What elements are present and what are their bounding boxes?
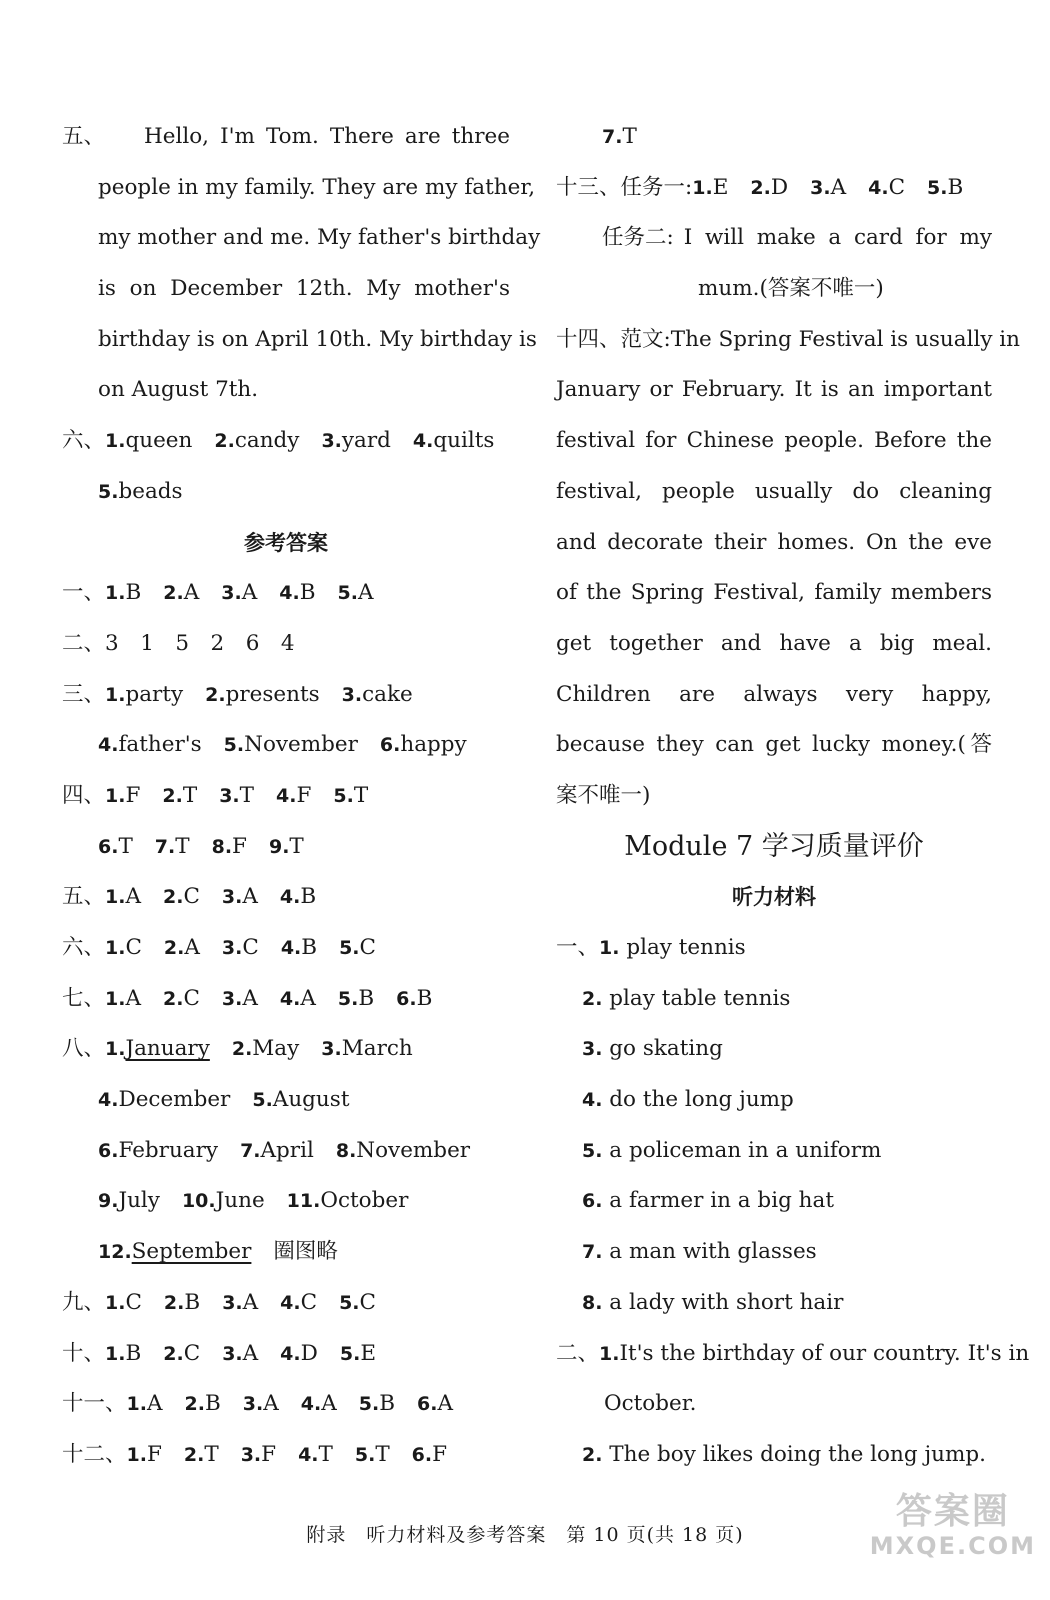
item-answer: cake [362,681,413,707]
paragraph-line [62,365,510,416]
answer-row [556,1227,992,1278]
item-number: 2. [163,987,184,1010]
item-answer: F [296,782,312,808]
item-number: 1. [105,886,126,909]
item-answer: January [125,1036,210,1062]
item-number: 5. [339,937,360,959]
answer-row [556,1024,992,1075]
answer-row [62,1430,510,1481]
item-answer: August [272,1087,350,1113]
item-answer: candy [234,428,300,454]
item-answer: go skating [609,1036,723,1062]
answer-row [62,619,510,670]
answer-row [62,1227,510,1278]
paragraph-text: festival for Chinese people. Before the [556,428,992,454]
item-number: 4. [298,1443,319,1466]
item-number: 7. [582,1241,603,1264]
item-answer: T [204,1441,219,1467]
item-answer: October. [604,1391,697,1417]
item-number: 1. [692,176,713,199]
item-answer: A [242,884,258,910]
item-answer: February [118,1137,219,1163]
item-number: 3. [321,1038,342,1061]
item-answer: C [888,174,906,200]
answer-row [556,1075,992,1126]
item-number: 3. [221,886,243,909]
item-answer: B [299,580,316,606]
answer-row [556,1329,1030,1380]
item-answer: E [360,1340,377,1366]
item-number: 6. [582,1190,603,1213]
item-number: 5. [582,1139,603,1162]
item-number: 4. [868,176,889,199]
item-answer: C [183,1340,201,1366]
question-number: 五、 [62,124,106,149]
item-number: 6. [98,835,119,858]
paragraph-line [62,315,537,366]
question-number: 六、 [62,428,106,454]
paragraph-line [556,518,992,569]
item-number: 2. [162,784,183,807]
item-number: 8. [335,1139,357,1162]
item-answer: C [183,985,200,1011]
item-answer: a lady with short hair [609,1289,844,1315]
item-answer: father's [118,732,202,758]
item-answer: T [118,833,133,859]
item-number: 1. [105,987,126,1010]
paragraph-text: of the Spring Festival, family members [556,580,992,606]
item-number: 1. [599,937,620,959]
question-number: 十、 [62,1340,106,1366]
item-number: 3. [219,784,240,807]
item-answer: T [289,833,304,859]
paragraph-text: and decorate their homes. On the eve [556,529,992,555]
section-heading: 听力材料 [732,885,816,910]
item-number: 7. [240,1139,261,1162]
item-answer: B [358,985,375,1011]
item-number: 5. [354,1443,376,1466]
item-number: 3. [582,1038,603,1061]
item-answer: May [252,1036,300,1062]
answer-row [556,1126,992,1177]
section-heading: 参考答案 [244,530,328,555]
paragraph-text: birthday is on April 10th. My birthday is [98,326,537,352]
answer-row [556,264,992,315]
question-number: 一、 [62,580,106,606]
item-answer: T [182,782,198,808]
answer-row [62,467,510,518]
item-answer: party [125,681,184,707]
item-answer: C [359,935,376,960]
item-number: 2. [183,1443,205,1466]
item-number: 1. [105,582,126,605]
item-answer: F [232,833,247,859]
paragraph-line [556,315,1021,366]
item-number: 1. [105,1291,126,1314]
item-answer: F [261,1441,277,1467]
paragraph-text: Children are always very happy, [556,681,992,707]
question-number: 二、 [62,630,106,656]
item-number: 5. [337,582,358,605]
paragraph-line [556,416,992,467]
question-number: 九、 [62,1289,106,1315]
answer-row [62,1075,510,1126]
item-number: 1. [599,1342,620,1365]
item-number: 12. [98,1241,132,1264]
item-answer: B [125,580,142,606]
question-number: 十二、 [62,1441,127,1467]
item-answer: A [830,174,847,200]
paragraph-line [556,568,992,619]
item-answer: It's the birthday of our country. It's in [619,1340,1030,1366]
item-number: 4. [279,886,301,909]
question-number: 二、 [556,1340,600,1366]
item-number: 9. [98,1190,119,1213]
item-number: 1. [105,1038,126,1061]
item-answer: December [118,1087,231,1113]
paragraph-line [556,771,992,822]
item-number: 5. [98,480,119,503]
item-number: 5. [223,734,245,757]
item-answer: A [242,1289,259,1315]
paragraph-line [556,467,992,518]
paragraph-text: my mother and me. My father's birthday [98,225,541,251]
item-number: 4. [280,937,302,959]
paragraph-line [556,670,992,721]
answer-row [556,163,992,214]
item-number: 2. [163,937,185,959]
answer-row [556,213,992,264]
item-number: 4. [279,987,301,1010]
item-number: 9. [268,835,290,858]
item-answer: B [301,935,318,960]
question-number: 八、 [62,1036,106,1062]
item-number: 2. [163,1291,185,1314]
item-answer: November [244,732,358,758]
answer-row [62,1176,510,1227]
item-number: 5. [252,1089,273,1112]
item-number: 3. [341,683,363,706]
answer-row [62,670,510,721]
item-answer: B [184,1289,201,1315]
item-number: 10. [181,1190,216,1213]
item-number: 5. [927,176,948,199]
module-heading: Module 7 学习质量评价 [624,830,924,862]
paragraph-text: 案不唯一) [556,782,651,808]
answer-row [556,974,992,1025]
answer-row [62,1278,510,1329]
answer-row [62,416,510,467]
item-answer: T [353,782,369,808]
item-answer: B [379,1391,395,1417]
item-number: 6. [417,1393,438,1416]
item-answer: do the long jump [609,1087,794,1113]
item-number: 4. [279,582,300,605]
item-number: 1. [105,683,126,706]
item-answer: B [204,1391,221,1417]
item-number: 5. [333,784,354,807]
left-column [62,112,541,1481]
item-number: 3. [221,582,242,605]
item-number: 1. [105,937,126,959]
item-answer: presents [225,681,320,707]
item-answer: June [215,1188,265,1214]
answer-row [62,923,510,974]
item-number: 1. [105,430,126,453]
item-number: 1. [105,1342,126,1365]
question-number: 十一、 [62,1391,127,1417]
item-answer: A [437,1391,453,1417]
watermark-text-top: 答案圈 [895,1491,1010,1532]
answer-row [62,872,510,923]
item-answer: C [125,935,142,960]
item-number: 5. [358,1393,380,1416]
paragraph-text: festival, people usually do cleaning [556,478,992,504]
answer-row [62,1024,510,1075]
item-answer: A [242,985,258,1011]
task-label: 任务二: [602,225,674,251]
item-answer: C [359,1289,376,1315]
answer-row [62,568,510,619]
item-number: 4. [280,1291,301,1314]
item-answer: A [263,1391,279,1417]
item-number: 4. [98,1089,119,1112]
item-answer: play table tennis [609,985,791,1011]
item-answer: April [260,1137,314,1163]
item-number: 4. [412,430,434,453]
item-answer: F [146,1441,162,1467]
item-answer: A [300,985,316,1011]
item-number: 5. [339,1291,360,1314]
item-answer: C [183,884,200,910]
item-answer: play tennis [626,935,746,960]
paragraph-text: get together and have a big meal. [556,630,992,656]
answer-row [62,1329,510,1380]
item-answer: B [947,174,964,200]
paragraph-line [62,213,541,264]
item-number: 7. [602,126,623,148]
item-number: 1. [126,1443,147,1466]
item-number: 8. [211,835,233,858]
item-number: 3. [240,1443,262,1466]
item-answer: T [239,782,254,808]
watermark-logo [870,1492,1036,1560]
item-number: 2. [214,430,235,453]
item-answer: B [300,884,317,910]
item-number: 2. [205,683,226,706]
answer-row [556,1176,992,1227]
item-answer: D [770,174,789,200]
item-answer: a man with glasses [609,1239,817,1265]
item-answer: F [432,1441,448,1467]
item-answer: T [175,833,190,859]
item-answer: 3 1 5 2 6 4 [105,630,295,656]
item-number: 2. [163,582,184,605]
item-answer: The boy likes doing the long jump. [609,1441,986,1467]
item-number: 3. [242,1393,264,1416]
question-number: 七、 [62,985,106,1011]
answer-row [556,1278,992,1329]
item-number: 2. [582,987,603,1010]
item-number: 4. [280,1342,301,1365]
question-number: 五、 [62,884,106,910]
item-answer: March [341,1036,413,1062]
question-number: 六、 [62,935,106,960]
item-number: 6. [396,987,417,1010]
item-answer: A [241,580,258,606]
item-number: 11. [286,1190,321,1213]
item-answer: yard [341,428,391,454]
paragraph-text: people in my family. They are my father, [98,174,536,200]
item-answer: T [622,124,637,149]
question-number: 十四、 [556,326,621,352]
question-number: 三、 [62,681,106,707]
answer-row [556,923,992,974]
task-text: I will make a card for my [683,225,992,251]
item-number: 4. [98,734,119,757]
item-number: 4. [300,1393,322,1416]
watermark-text-bottom: MXQE.COM [869,1532,1036,1560]
paragraph-line [556,720,992,771]
item-number: 2. [750,176,771,199]
paragraph-text: because they can get lucky money.(答 [556,732,992,758]
item-answer: A [146,1391,163,1417]
paragraph-text: on August 7th. [98,377,259,403]
item-number: 3. [810,176,831,199]
item-number: 3. [321,430,342,453]
item-answer: a policeman in a uniform [609,1137,882,1163]
item-answer: happy [400,732,467,758]
item-number: 6. [379,734,401,757]
item-number: 6. [411,1443,433,1466]
item-number: 1. [126,1393,147,1416]
page-footer: 附录 听力材料及参考答案 第 10 页(共 18 页) [306,1524,744,1546]
item-number: 2. [231,1038,253,1061]
item-number: 2. [582,1443,603,1466]
answer-row [556,1430,992,1481]
item-note: 圈图略 [273,1239,338,1265]
item-answer: C [242,935,259,960]
item-answer: A [183,580,200,606]
answer-row [62,974,510,1025]
item-number: 3. [221,937,243,959]
answer-row [62,1126,510,1177]
item-answer: A [184,935,200,960]
item-answer: C [125,1289,142,1315]
right-column [556,112,1030,1481]
item-answer: E [712,174,729,200]
item-answer: T [318,1441,333,1467]
paragraph-text: Hello, I'm Tom. There are three [144,124,510,149]
item-number: 2. [184,1393,205,1416]
item-answer: B [416,985,433,1011]
paragraph-line [62,163,536,214]
item-number: 1. [105,784,126,807]
item-answer: B [125,1340,142,1366]
item-answer: A [357,580,374,606]
task-label: 任务一: [620,174,693,200]
item-number: 6. [98,1139,119,1162]
paragraph-line [556,619,992,670]
item-answer: C [300,1289,318,1315]
item-number: 5. [337,987,359,1010]
paragraph-text: January or February. It is an important [556,377,992,403]
paragraph-line [62,112,510,163]
answer-row [62,720,510,771]
item-number: 4. [275,784,297,807]
question-number: 十三、 [556,174,621,200]
question-number: 一、 [556,935,600,960]
item-answer: F [125,782,141,808]
item-number: 5. [339,1342,361,1365]
item-answer: T [375,1441,390,1467]
item-answer: November [356,1137,471,1163]
item-number: 4. [582,1089,603,1112]
item-answer: A [125,884,141,910]
paragraph-text: 范文:The Spring Festival is usually in [620,326,1021,352]
item-number: 8. [582,1291,603,1314]
answer-row [556,112,992,163]
item-number: 2. [163,886,184,909]
item-number: 7. [154,835,176,858]
item-answer: D [300,1340,318,1366]
item-answer: A [125,985,141,1011]
answer-row [62,1379,510,1430]
item-answer: October [320,1188,409,1214]
item-answer: A [242,1340,259,1366]
item-answer: July [118,1188,160,1214]
item-number: 3. [222,1291,243,1314]
item-answer: queen [125,428,193,454]
paragraph-text: is on December 12th. My mother's [98,276,510,302]
item-number: 3. [222,1342,243,1365]
paragraph-line [62,264,510,315]
item-answer: beads [118,478,183,504]
item-number: 3. [221,987,243,1010]
item-answer: September [131,1239,252,1265]
item-answer: quilts [433,428,495,454]
task-text: mum.(答案不唯一) [698,276,884,302]
paragraph-line [556,365,992,416]
answer-row [62,771,510,822]
question-number: 四、 [62,782,106,808]
answer-row [556,1379,992,1430]
item-number: 2. [163,1342,184,1365]
answer-row [62,822,510,873]
item-answer: A [321,1391,337,1417]
item-answer: a farmer in a big hat [609,1188,834,1214]
